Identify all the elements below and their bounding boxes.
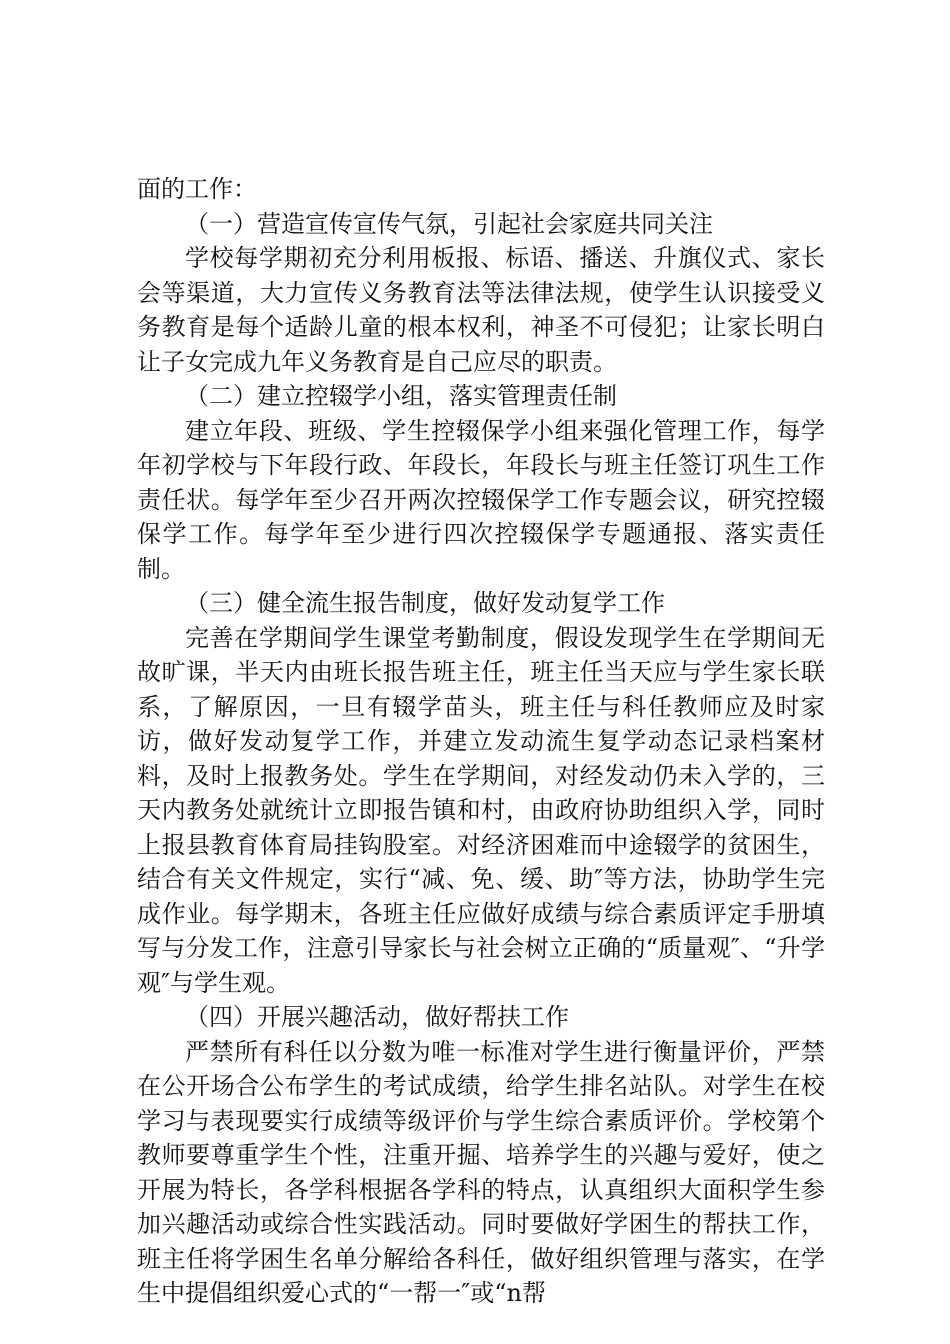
paragraph-continuation: 面的工作： (137, 175, 257, 203)
section-body-3: 完善在学期间学生课堂考勤制度，假设发现学生在学期间无故旷课，半天内由班长报告班主任，班主任当天应与学生家长联系，了解原因，一旦有辍学苗头，班主任与科任教师应及时家访，做好发动复学工作，并建立发动流生复学动态记录档案材料，及时上报教务处。学生在学期间，对经发动仍未入学的，三天内教务处就统计立即报告镇和村，由政府协助组织入学，同时上报县教育体育局挂钩股室。对经济困难而中途辍学的贫困生，结合有关文件规定，实行“减、免、缓、助″等方法，协助学生完成作业。每学期末，各班主任应做好成绩与综合素质评定手册填写与分发工作，注意引导家长与社会树立正确的“质量观″、“升学观″与学生观。 (137, 623, 825, 997)
section-body-1: 学校每学期初充分利用板报、标语、播送、升旗仪式、家长会等渠道，大力宣传义务教育法等法律法规，使学生认识接受义务教育是每个适龄儿童的根本权利，神圣不可侵犯；让家长明白让子女完成九年义务教育是自己应尽的职责。 (137, 244, 825, 376)
document-body (137, 172, 825, 1311)
section-body-4: 严禁所有科任以分数为唯一标准对学生进行衡量评价，严禁在公开场合公布学生的考试成绩，给学生排名站队。对学生在校学习与表现要实行成绩等级评价与学生综合素质评价。学校第个教师要尊重学生个性，注重开掘、培养学生的兴趣与爱好，使之开展为特长，各学科根据各学科的特点，认真组织大面积学生参加兴趣活动或综合性实践活动。同时要做好学困生的帮扶工作，班主任将学困生名单分解给各科任，做好组织管理与落实，在学生中提倡组织爱心式的“一帮一″或“n帮 (137, 1037, 825, 1307)
section-heading-3: （三）健全流生报告制度，做好发动复学工作 (185, 589, 665, 617)
section-heading-1: （一）营造宣传宣传气氛，引起社会家庭共同关注 (185, 209, 713, 238)
section-heading-4: （四）开展兴趣活动，做好帮扶工作 (185, 1003, 569, 1031)
section-body-2: 建立年段、班级、学生控辍保学小组来强化管理工作，每学年初学校与下年段行政、年段长，年段长与班主任签订巩生工作责任状。每学年至少召开两次控辍保学工作专题会议，研究控辍保学工作。每学年至少进行四次控辍保学专题通报、落实责任制。 (137, 416, 825, 583)
section-heading-2: （二）建立控辍学小组，落实管理责任制 (185, 382, 617, 410)
